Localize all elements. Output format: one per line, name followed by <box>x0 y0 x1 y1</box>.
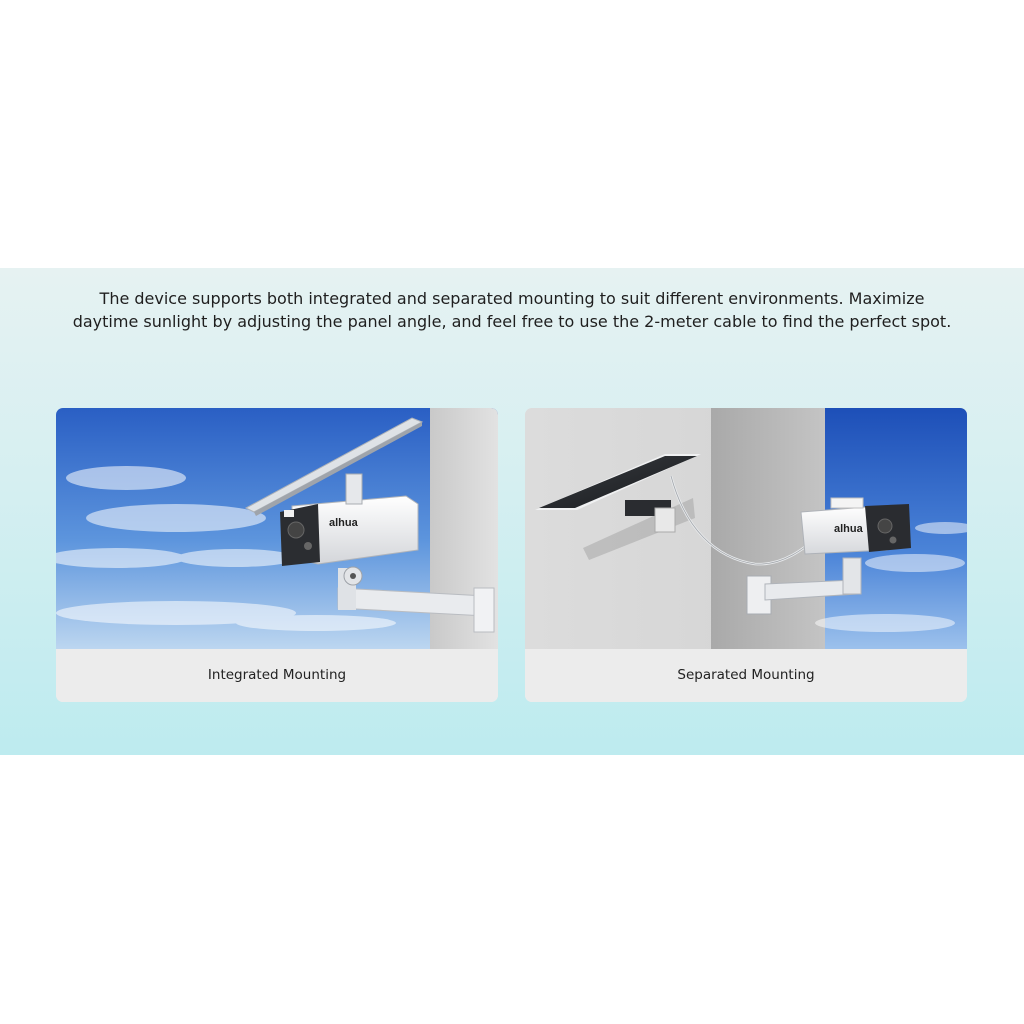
integrated-mounting-caption: Integrated Mounting <box>56 649 498 702</box>
camera-brand-logo: alhua <box>329 517 358 529</box>
camera-brand-logo: alhua <box>834 523 863 535</box>
integrated-mounting-card <box>56 408 498 702</box>
intro-text: The device supports both integrated and separated mounting to suit different environments. Maximize daytime sunlight by adjusting the panel angle, and feel free to use the 2-meter cable to find the perfect spot. <box>72 289 952 331</box>
integrated-mounting-photo <box>56 408 498 649</box>
separated-mounting-caption: Separated Mounting <box>525 649 967 702</box>
separated-mounting-card <box>525 408 967 702</box>
separated-mounting-photo <box>525 408 967 649</box>
